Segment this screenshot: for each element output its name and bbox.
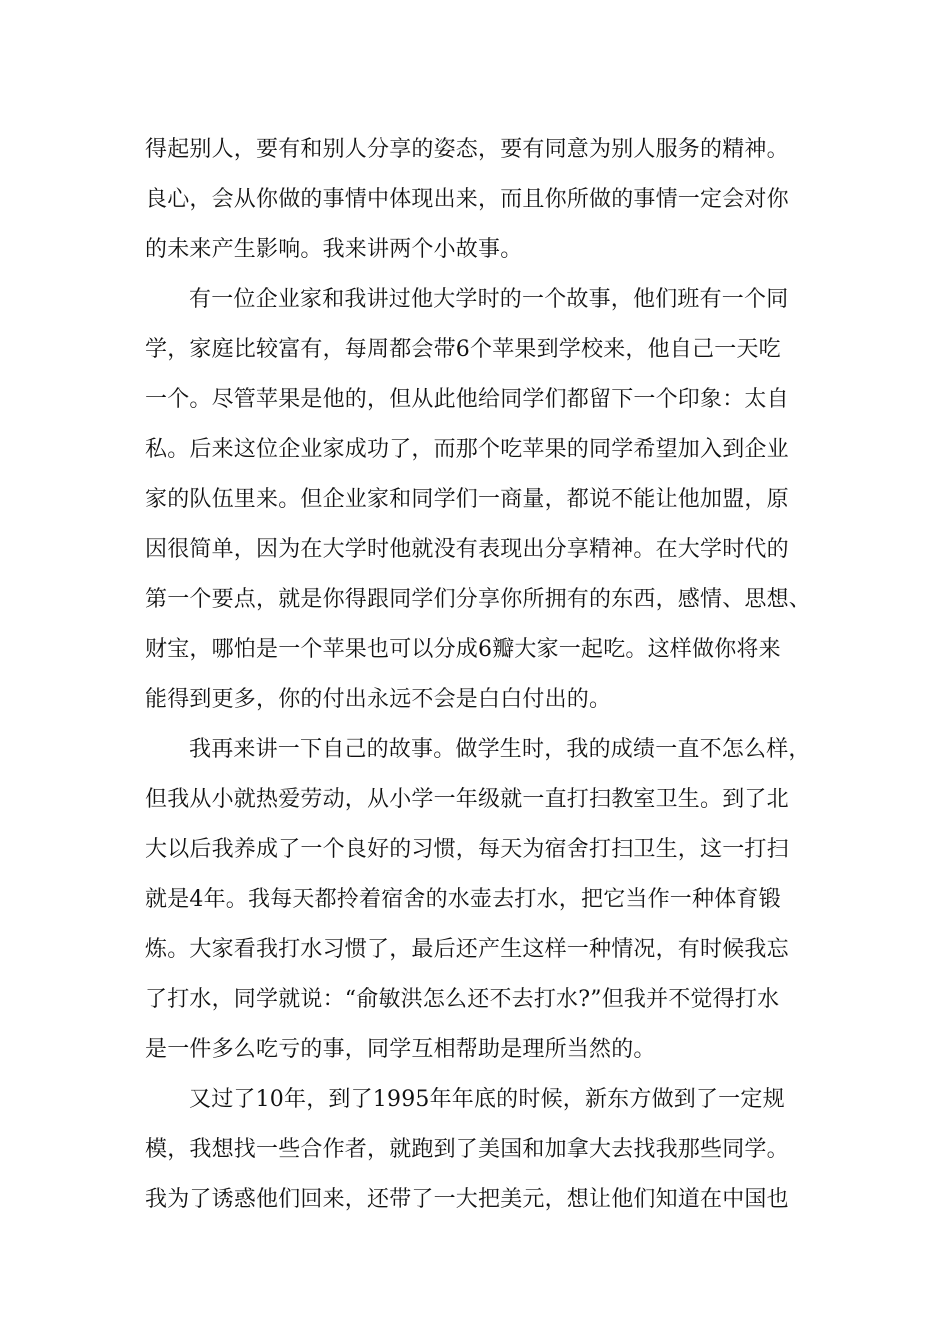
paragraph-start-line: 我再来讲一下自己的故事。做学生时，我的成绩一直不怎么样， [189,737,811,762]
text-line: 私。后来这位企业家成功了，而那个吃苹果的同学希望加入到企业 [145,437,789,462]
text-line: 财宝，哪怕是一个苹果也可以分成6瓣大家一起吃。这样做你将来 [145,637,781,662]
text-line: 学，家庭比较富有，每周都会带6个苹果到学校来，他自己一天吃 [145,337,781,362]
text-line: 是一件多么吃亏的事，同学互相帮助是理所当然的。 [145,1037,656,1062]
text-line: 能得到更多，你的付出永远不会是白白付出的。 [145,687,612,712]
text-line: 的未来产生影响。我来讲两个小故事。 [145,237,523,262]
text-line: 就是4年。我每天都拎着宿舍的水壶去打水，把它当作一种体育锻 [145,887,781,912]
text-line: 模，我想找一些合作者，就跑到了美国和加拿大去找我那些同学。 [145,1137,789,1162]
paragraph-start-line: 有一位企业家和我讲过他大学时的一个故事，他们班有一个同 [189,287,789,312]
paragraph-start-line: 又过了10年，到了1995年年底的时候，新东方做到了一定规 [189,1087,785,1112]
text-line: 我为了诱惑他们回来，还带了一大把美元，想让他们知道在中国也 [145,1187,789,1212]
text-line: 家的队伍里来。但企业家和同学们一商量，都说不能让他加盟，原 [145,487,789,512]
text-line: 因很简单，因为在大学时他就没有表现出分享精神。在大学时代的 [145,537,789,562]
text-line: 良心，会从你做的事情中体现出来，而且你所做的事情一定会对你 [145,187,789,212]
text-line: 了打水，同学就说：“俞敏洪怎么还不去打水?”但我并不觉得打水 [145,987,780,1012]
text-line: 炼。大家看我打水习惯了，最后还产生这样一种情况，有时候我忘 [145,937,789,962]
text-line: 但我从小就热爱劳动，从小学一年级就一直打扫教室卫生。到了北 [145,787,789,812]
text-line: 大以后我养成了一个良好的习惯，每天为宿舍打扫卫生，这一打扫 [145,837,789,862]
text-line: 第一个要点，就是你得跟同学们分享你所拥有的东西，感情、思想、 [145,587,812,612]
text-line: 一个。尽管苹果是他的，但从此他给同学们都留下一个印象：太自 [145,387,789,412]
text-line: 得起别人，要有和别人分享的姿态，要有同意为别人服务的精神。 [145,137,789,162]
